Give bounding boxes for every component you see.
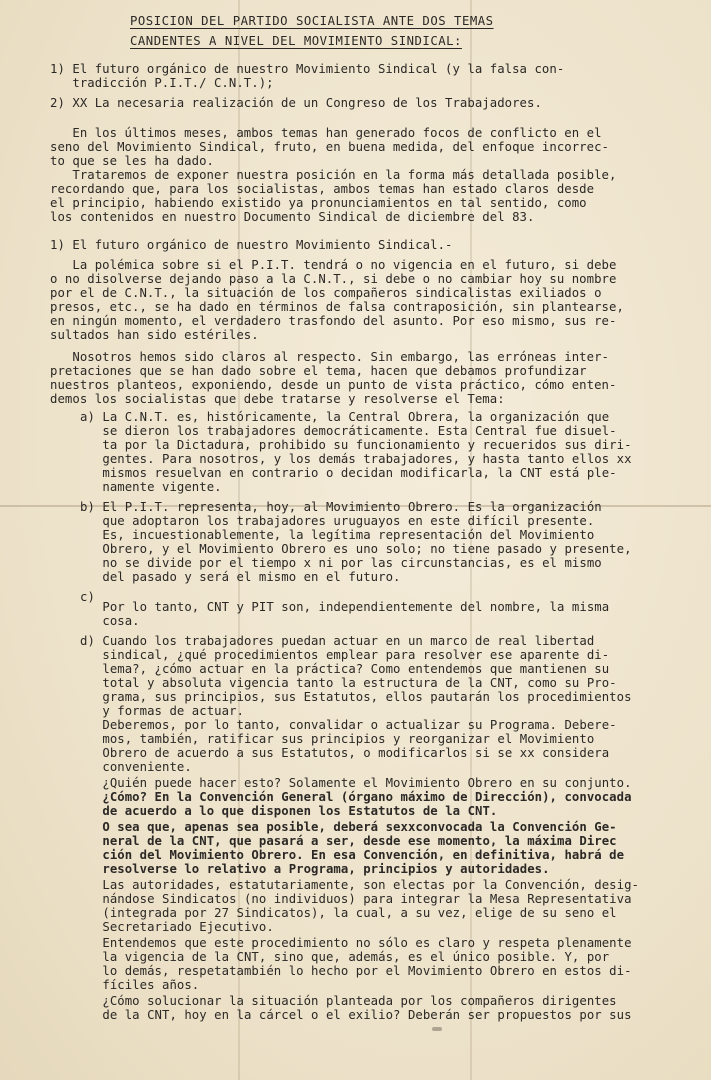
intro-line: recordando que, para los socialistas, ambos temas han estado claros desde xyxy=(50,182,595,196)
paragraph-line: en ningún momento, el verdadero trasfondo del asunto. Por eso mismo, sus re- xyxy=(50,314,617,328)
item-b-line: no se divide por el tiempo x ni por las circunstancias, es el mismo xyxy=(80,556,602,570)
item-d-line: Las autoridades, estatutariamente, son electas por la Convención, desig- xyxy=(80,878,640,892)
item-b-line: Es, incuestionablemente, la legítima representación del Movimiento xyxy=(80,528,595,542)
item-b-line: Obrero, y el Movimiento Obrero es uno solo; no tiene pasado y presente, xyxy=(80,542,632,556)
paragraph-line: o no disolverse dejando paso a la C.N.T., si debe o no cambiar hoy su nombre xyxy=(50,272,617,286)
item-d-line: Deberemos, por lo tanto, convalidar o actualizar su Programa. Debere- xyxy=(80,718,617,732)
item-a-line: mismos resuelvan en contrario o decidan modificarla, la CNT está ple- xyxy=(80,466,617,480)
item-d-line: total y absoluta vigencia tanto la estructura de la CNT, como su Pro- xyxy=(80,676,617,690)
item-b-line: del pasado y será el mismo en el futuro. xyxy=(80,570,401,584)
item-d-line: ¿Cómo? En la Convención General (órgano máximo de Dirección), convocada xyxy=(80,790,632,804)
topic-line: 2) XX La necesaria realización de un Congreso de los Trabajadores. xyxy=(50,96,542,110)
intro-line: seno del Movimiento Sindical, fruto, en buena medida, del enfoque incorrec- xyxy=(50,140,610,154)
item-b-line: b) El P.I.T. representa, hoy, al Movimiento Obrero. Es la organización xyxy=(80,500,602,514)
item-c-line: Por lo tanto, CNT y PIT son, independientemente del nombre, la misma xyxy=(80,600,610,614)
topic-line: 1) El futuro orgánico de nuestro Movimiento Sindical (y la falsa con- xyxy=(50,62,565,76)
item-d-line: lema?, ¿cómo actuar en la práctica? Como entendemos que mantienen su xyxy=(80,662,610,676)
item-a-line: a) La C.N.T. es, históricamente, la Central Obrera, la organización que xyxy=(80,410,610,424)
item-b-line: que adoptaron los trabajadores uruguayos en este difícil presente. xyxy=(80,514,595,528)
paragraph-line: demos los socialistas que debe tratarse y resolverse el Tema: xyxy=(50,392,505,406)
intro-line: el principio, habiendo existido ya pronunciamientos en tal sentido, como xyxy=(50,196,587,210)
topic-line: tradicción P.I.T./ C.N.T.); xyxy=(50,76,274,90)
section-heading: 1) El futuro orgánico de nuestro Movimiento Sindical.- xyxy=(50,238,453,252)
item-c-line: cosa. xyxy=(80,614,140,628)
paragraph-line: presos, etc., se ha dado en términos de falsa contraposición, sin plantearse, xyxy=(50,300,624,314)
item-a-line: gentes. Para nosotros, y los demás trabajadores, y hasta tanto ellos xx xyxy=(80,452,632,466)
item-d-line: (integrada por 27 Sindicatos), la cual, a su vez, elige de su seno el xyxy=(80,906,617,920)
item-d-line: conveniente. xyxy=(80,760,192,774)
item-d-line: mos, también, ratificar sus principios y reorganizar el Movimiento xyxy=(80,732,595,746)
item-d-line: lo demás, respetatambién lo hecho por el Movimiento Obrero en estos di- xyxy=(80,964,632,978)
item-d-line: d) Cuando los trabajadores puedan actuar en un marco de real libertad xyxy=(80,634,595,648)
paragraph-line: por el de C.N.T., la situación de los compañeros sindicalistas exiliados o xyxy=(50,286,602,300)
document-title: CANDENTES A NIVEL DEL MOVIMIENTO SINDICAL: xyxy=(130,34,462,48)
intro-line: to que se les ha dado. xyxy=(50,154,214,168)
paragraph-line: sultados han sido estériles. xyxy=(50,328,259,342)
item-a-line: namente vigente. xyxy=(80,480,222,494)
item-d-line: resolverse lo relativo a Programa, principios y autoridades. xyxy=(80,862,550,876)
item-d-line: sindical, ¿qué procedimientos emplear para resolver ese aparente di- xyxy=(80,648,610,662)
item-d-line: nándose Sindicatos (no individuos) para integrar la Mesa Representativa xyxy=(80,892,632,906)
paragraph-line: La polémica sobre si el P.I.T. tendrá o no vigencia en el futuro, si debe xyxy=(50,258,617,272)
item-d-line: Obrero de acuerdo a sus Estatutos, o modificarlos si se xx considera xyxy=(80,746,610,760)
paragraph-line: nuestros planteos, exponiendo, desde un punto de vista práctico, cómo enten- xyxy=(50,378,617,392)
item-d-line: de la CNT, hoy en la cárcel o el exilio? Deberán ser propuestos por sus xyxy=(80,1008,632,1022)
item-d-line: ción del Movimiento Obrero. En esa Convención, en definitiva, habrá de xyxy=(80,848,625,862)
item-d-line: ¿Quién puede hacer esto? Solamente el Movimiento Obrero en su conjunto. xyxy=(80,776,632,790)
ink-smudge xyxy=(432,1027,442,1031)
item-d-line: neral de la CNT, que pasará a ser, desde ese momento, la máxima Direc xyxy=(80,834,617,848)
item-d-line: fíciles años. xyxy=(80,978,200,992)
intro-line: Trataremos de exponer nuestra posición en la forma más detallada posible, xyxy=(50,168,617,182)
document-title: POSICION DEL PARTIDO SOCIALISTA ANTE DOS TEMAS xyxy=(130,14,494,28)
intro-line: En los últimos meses, ambos temas han generado focos de conflicto en el xyxy=(50,126,602,140)
intro-line: los contenidos en nuestro Documento Sindical de diciembre del 83. xyxy=(50,210,535,224)
item-d-line: Secretariado Ejecutivo. xyxy=(80,920,274,934)
item-a-line: ta por la Dictadura, prohibido su funcionamiento y recueridos sus diri- xyxy=(80,438,632,452)
item-d-line: la vigencia de la CNT, sino que, además, es el único posible. Y, por xyxy=(80,950,610,964)
paragraph-line: pretaciones que se han dado sobre el tema, hacen que debamos profundizar xyxy=(50,364,587,378)
item-d-line: y formas de actuar. xyxy=(80,704,244,718)
paragraph-line: Nosotros hemos sido claros al respecto. Sin embargo, las erróneas inter- xyxy=(50,350,610,364)
item-c-line: c) xyxy=(80,590,95,604)
item-d-line: ¿Cómo solucionar la situación planteada por los compañeros dirigentes xyxy=(80,994,617,1008)
item-d-line: de acuerdo a lo que disponen los Estatutos de la CNT. xyxy=(80,804,498,818)
item-a-line: se dieron los trabajadores democráticamente. Esta Central fue disuel- xyxy=(80,424,617,438)
item-d-line: grama, sus principios, sus Estatutos, ellos pautarán los procedimientos xyxy=(80,690,632,704)
item-d-line: Entendemos que este procedimiento no sólo es claro y respeta plenamente xyxy=(80,936,632,950)
item-d-line: O sea que, apenas sea posible, deberá sexxconvocada la Convención Ge- xyxy=(80,820,617,834)
